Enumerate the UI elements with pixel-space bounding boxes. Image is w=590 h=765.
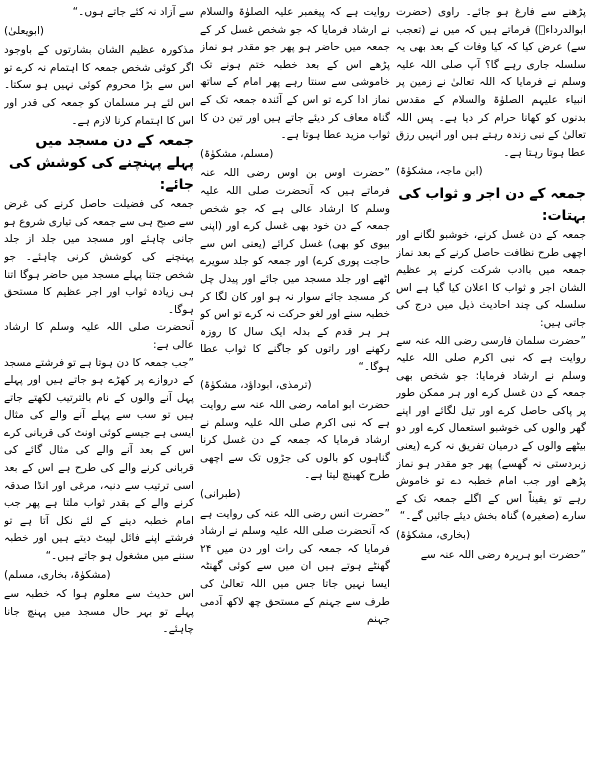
paragraph: جمعہ کی فضیلت حاصل کرنے کی غرض سے صبح ہی سے جمعہ کی تیاری شروع ہو جانی چاہئے اور مسجد میں جلد از جلد پہنچنے کی کوشش کرنی چاہئے۔ جو شخص جتنا پہلے مسجد میں حاضر ہوگا اتنا ہی زیادہ ثواب اور اجر عظیم کا مستحق ہوگا۔ — [4, 198, 194, 316]
section-heading: جمعہ کے دن مسجد میں پہلے پہنچنے کی کوشش کی جائے: — [8, 133, 194, 194]
hadith-paragraph: ”حضرت سلمان فارسی رضی اللہ عنہ سے روایت ہے کہ نبی اکرم صلی اللہ علیہ وسلم نے ارشاد فرمایا: جو شخص بھی جمعہ کے دن غسل کرے اور ہر ممکن طور پر پاکی حاصل کرے اور تیل لگائے اور اپنے گھر والوں کی خوشبو استعمال کرے اور دو بیٹھے والوں کے درمیان تفریق نہ کرے (یعنی زبردستی نہ گھسے) پھر جو مقدر ہو نماز پڑھے اور جب امام خطبہ دے تو خاموش رہے تو یقیناً اس کے اگلے جمعہ تک کے سارے (صغیرہ) گناہ بخش دیئے جائیں گے۔“ — [396, 334, 586, 523]
reference-citation: (بخاری، مشکوٰۃ) — [396, 529, 471, 542]
hadith-paragraph: ”حضرت انس رضی اللہ عنہ کی روایت ہے کہ آنحضرت صلی اللہ علیہ وسلم نے ارشاد فرمایا کہ جمعہ کی رات اور دن میں ۲۴ گھنٹے ہوتے ہیں ان میں سے کوئی گھنٹہ ایسا نہیں جاتا جس میں اللہ تعالیٰ کی طرف سے جہنم کے مستحق چھ لاکھ آدمی جہنم — [200, 507, 390, 626]
paragraph: مذکورہ عظیم الشان بشارتوں کے باوجود اگر کوئی شخص جمعہ کا اہتمام نہ کرے تو اس سے بڑا محروم کوئی نہیں ہو سکتا۔ اس لئے ہر مسلمان کو جمعہ کی قدر اور اس کا اہتمام کرنا لازم ہے۔ — [4, 44, 194, 127]
reference-citation: (ابویعلیٰ) — [4, 24, 45, 37]
paragraph: پڑھنے سے فارغ ہو جائے۔ راوی (حضرت ابوالدرداءؓ) فرماتے ہیں کہ میں نے (تعجب سے) عرض کیا کہ کیا وفات کے بعد بھی یہ سلسلہ جاری رہے گا؟ آپ صلی اللہ علیہ وسلم نے فرمایا کہ اللہ تعالیٰ نے زمین پر انبیاء علیہم الصلوٰۃ والسلام کے مقدس بدنوں کو کھانا حرام کر دیا ہے۔ پس اللہ تعالیٰ کے نبی زندہ رہتے ہیں اور انہیں رزق عطا ہوتا رہتا ہے۔ — [396, 6, 586, 159]
reference-citation: (طبرانی) — [200, 488, 241, 501]
reference-citation: (مشکوٰۃ، بخاری، مسلم) — [4, 568, 111, 581]
hadith-paragraph: ”حضرت اوس بن اوس رضی اللہ عنہ فرماتے ہیں کہ آنحضرت صلی اللہ علیہ وسلم کا ارشاد عالی ہے کہ جو شخص جمعہ کے دن خود بھی غسل کرے اور (اپنی بیوی کو بھی) غسل کرائے (یعنی اس سے حاجت پوری کرے) اور جمعہ کو جلد سویرے اٹھے اور جلد مسجد میں جائے اور پیدل چل کر مسجد جائے سوار نہ ہو اور کان لگا کر خطبہ سنے اور لغو حرکت نہ کرے تو اس کو ہر ہر قدم کے بدلہ ایک سال کا روزہ رکھنے اور راتوں کو جاگنے کا ثواب عطا ہوگا۔“ — [200, 167, 390, 373]
text-column-middle — [200, 4, 390, 761]
hadith-paragraph: ”حضرت ابو ہریرہ رضی اللہ عنہ سے — [420, 548, 586, 561]
paragraph: جمعہ کے دن غسل کرنے، خوشبو لگانے اور اچھی طرح نظافت حاصل کرنے کے بعد نماز جمعہ میں باادب شرکت کرنے پر عظیم الشان اجر و ثواب کا اعلان کیا گیا ہے اس سلسلہ کی چند احادیث ذیل میں درج کی جاتی ہیں: — [396, 228, 586, 329]
text-column-right — [396, 4, 586, 761]
reference-citation: (ترمذی، ابوداؤد، مشکوٰۃ) — [200, 379, 312, 392]
section-heading: جمعہ کے دن اجر و ثواب کی بہتات: — [398, 185, 586, 224]
hadith-paragraph: ”جب جمعہ کا دن ہوتا ہے تو فرشتے مسجد کے دروازے پر کھڑے ہو جاتے ہیں اور پہلے پہل آنے والوں کے نام بالترتیب لکھتے جاتے ہیں تو سب سے پہلے آنے والے کی مثال ایسی ہے جیسے کوئی اونٹ کی قربانی کرے اس کے بعد آنے والے کی مثال گائے کی قربانی کرنے والے کی طرح ہے اس کے بعد اسی ترتیب سے دنبہ، مرغی اور انڈا صدقہ کرنے والے کے بقدر ثواب ملتا ہے پھر جب امام خطبہ دینے کے لئے نکل آتا ہے تو فرشتے اپنے فائل لپیٹ دیتے ہیں اور خطبہ سننے میں مشغول ہو جاتے ہیں۔“ — [4, 356, 194, 563]
reference-citation: (ابن ماجہ، مشکوٰۃ) — [396, 165, 483, 178]
paragraph: آنحضرت صلی اللہ علیہ وسلم کا ارشاد عالی ہے: — [4, 321, 194, 351]
hadith-paragraph: حضرت ابو امامہ رضی اللہ عنہ سے روایت ہے کہ نبی اکرم صلی اللہ علیہ وسلم نے ارشاد فرمایا کہ جمعہ کے دن غسل کرنا گناہوں کو بالوں کی جڑوں تک سے اچھی طرح کھینچ لیتا ہے۔ — [200, 399, 390, 482]
hadith-paragraph: روایت ہے کہ پیغمبر علیہ الصلوٰۃ والسلام نے ارشاد فرمایا کہ جو شخص غسل کر کے جمعہ میں حاضر ہو پھر جو مقدر ہو نماز پڑھے اس کے بعد خطبہ ختم ہونے تک خاموشی سے سنتا رہے پھر امام کے ساتھ نماز ادا کرے تو اس کے آئندہ جمعہ تک کے گناہ معاف کر دیئے جاتے ہیں اور تین دن کا ثواب مزید عطا ہوتا ہے۔ — [200, 6, 390, 142]
paragraph: اس حدیث سے معلوم ہوا کہ خطبہ سے پہلے تو بہر حال مسجد میں پہنچ جانا چاہئے۔ — [4, 588, 194, 636]
text-column-left — [4, 4, 194, 761]
paragraph: سے آزاد نہ کئے جاتے ہوں۔“ — [72, 6, 194, 18]
reference-citation: (مسلم، مشکوٰۃ) — [200, 147, 274, 160]
